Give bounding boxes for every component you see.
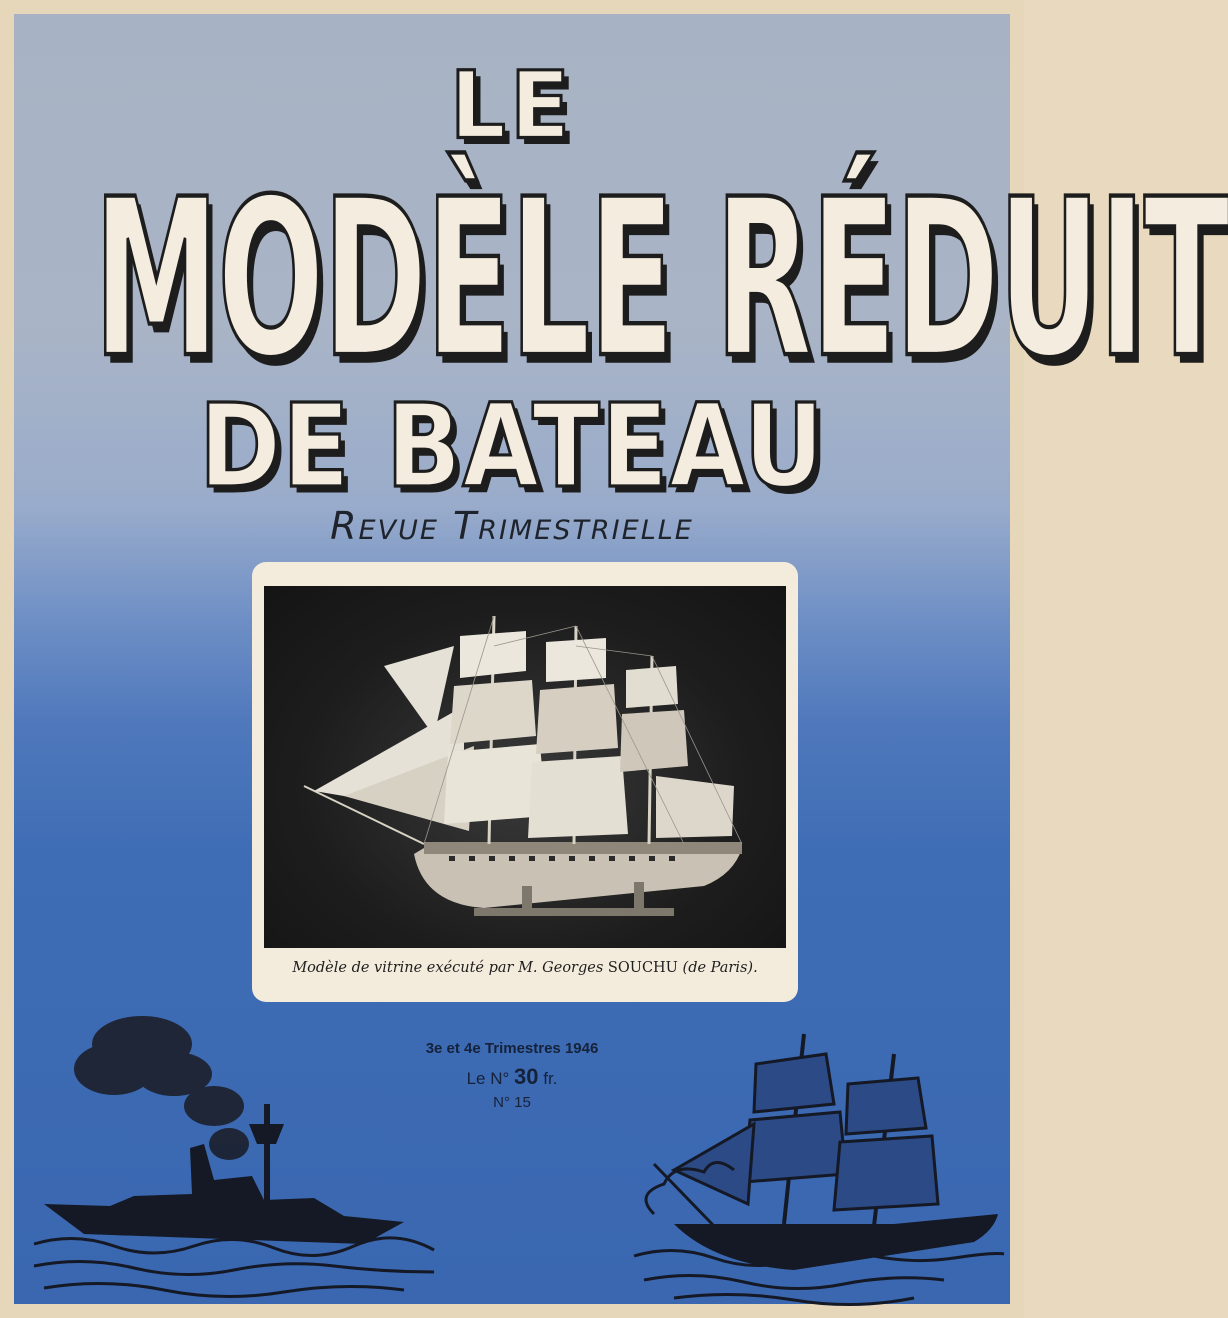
price-prefix: Le N° [466,1069,510,1088]
sea-and-ships-illustration [14,994,1010,1304]
issue-number: N° 15 [493,1094,531,1111]
ship-model-photo [264,586,786,948]
price-value: 30 [514,1064,539,1089]
caption-suffix: (de Paris). [682,960,758,976]
sailing-ship-model-illustration [264,586,786,948]
photo-caption [252,960,798,976]
title-le: LE [449,51,575,160]
issue-dates: 3e et 4e Trimestres 1946 [425,1040,599,1057]
price-unit: fr. [543,1069,558,1088]
subtitle: Revue Trimestrielle [330,504,694,548]
caption-name: SOUCHU [607,960,678,976]
photo-frame [252,562,798,1002]
magazine-cover [14,14,1228,1304]
title-modele-reduit: MODÈLE RÉDUIT [93,154,1228,407]
caption-prefix: Modèle de vitrine exécuté par M. Georges [292,960,604,976]
title-de-bateau: DE BATEAU [199,379,825,514]
